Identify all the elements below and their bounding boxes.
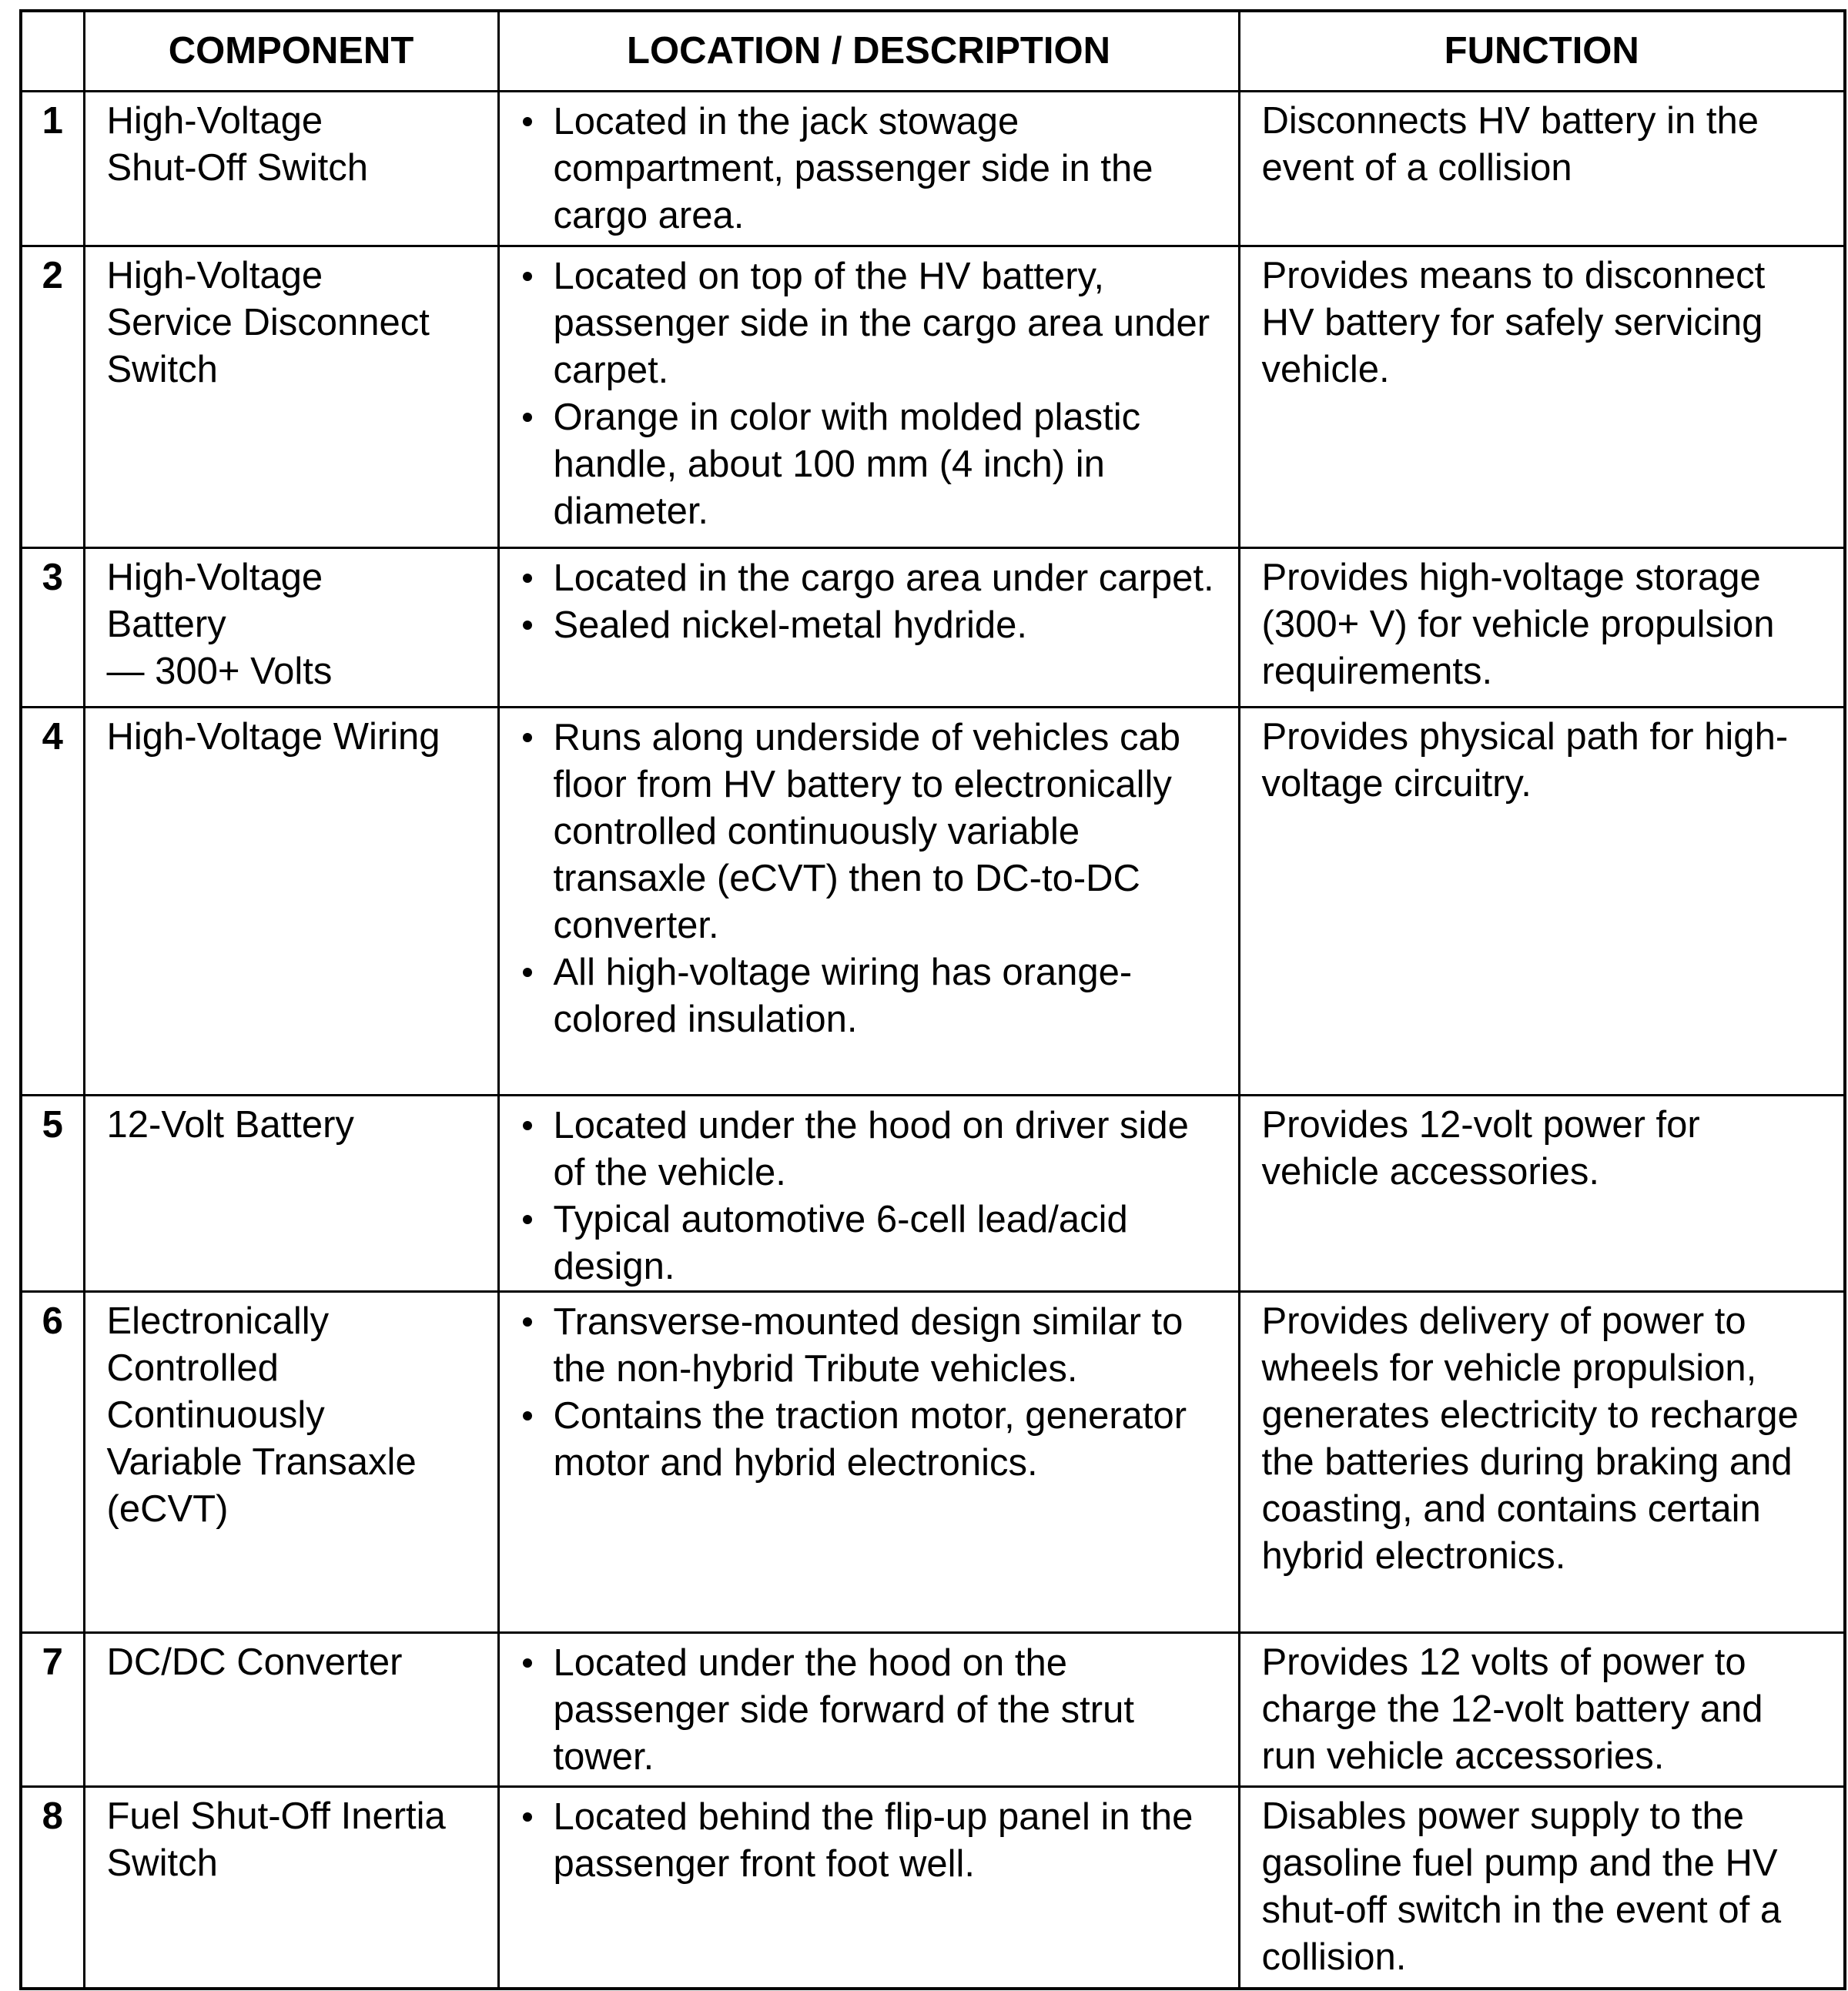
location-text: Located in the cargo area under carpet. bbox=[553, 557, 1214, 599]
bullet-icon bbox=[523, 413, 532, 422]
location-text: Sealed nickel-metal hydride. bbox=[553, 604, 1028, 646]
location-cell bbox=[498, 1787, 1239, 1989]
bullet-icon bbox=[523, 1812, 532, 1822]
component-name: High-Voltage Service Disconnect Switch bbox=[84, 246, 498, 548]
row-number: 4 bbox=[21, 708, 84, 1096]
component-table bbox=[19, 9, 1846, 1990]
bullet-icon bbox=[523, 574, 532, 583]
location-cell bbox=[498, 1292, 1239, 1633]
location-text: All high-voltage wiring has orange-colored insulation. bbox=[553, 952, 1133, 1040]
bullet-icon bbox=[523, 117, 532, 126]
location-item bbox=[514, 253, 1221, 394]
bullet-icon bbox=[523, 733, 532, 742]
location-item bbox=[514, 1794, 1221, 1888]
header-function: FUNCTION bbox=[1239, 11, 1845, 92]
component-name: Electronically Controlled Continuously Variable Transaxle (eCVT) bbox=[84, 1292, 498, 1633]
header-component: COMPONENT bbox=[84, 11, 498, 92]
location-text: Located on top of the HV battery, passenger side in the cargo area under carpet. bbox=[553, 256, 1210, 391]
table-row bbox=[21, 1787, 1845, 1989]
location-item bbox=[514, 1393, 1221, 1487]
location-cell bbox=[498, 92, 1239, 246]
table-row bbox=[21, 1096, 1845, 1292]
bullet-icon bbox=[523, 1411, 532, 1420]
location-item bbox=[514, 949, 1221, 1043]
function-text: Provides means to disconnect HV battery for safely servicing vehicle. bbox=[1239, 246, 1845, 548]
location-text: Runs along underside of vehicles cab floor from HV battery to electronically controlled continuously variable transaxle (eCVT) then to DC-to-DC converter. bbox=[553, 717, 1180, 946]
function-text: Disconnects HV battery in the event of a collision bbox=[1239, 92, 1845, 246]
location-text: Transverse-mounted design similar to the non-hybrid Tribute vehicles. bbox=[553, 1301, 1183, 1390]
component-name: Fuel Shut-Off Inertia Switch bbox=[84, 1787, 498, 1989]
function-text: Provides physical path for high-voltage circuitry. bbox=[1239, 708, 1845, 1096]
location-list bbox=[514, 714, 1221, 1043]
location-text: Located under the hood on driver side of the vehicle. bbox=[553, 1105, 1189, 1193]
location-list bbox=[514, 99, 1221, 239]
location-cell bbox=[498, 548, 1239, 708]
function-text: Provides 12 volts of power to charge the 12-volt battery and run vehicle accessories. bbox=[1239, 1633, 1845, 1787]
bullet-icon bbox=[523, 1658, 532, 1668]
location-list bbox=[514, 1299, 1221, 1487]
location-item bbox=[514, 394, 1221, 535]
component-name: DC/DC Converter bbox=[84, 1633, 498, 1787]
table-row bbox=[21, 548, 1845, 708]
component-name: High-Voltage Wiring bbox=[84, 708, 498, 1096]
bullet-icon bbox=[523, 272, 532, 281]
row-number: 5 bbox=[21, 1096, 84, 1292]
location-item bbox=[514, 1196, 1221, 1290]
component-name: High-Voltage Shut-Off Switch bbox=[84, 92, 498, 246]
header-location: LOCATION / DESCRIPTION bbox=[498, 11, 1239, 92]
row-number: 8 bbox=[21, 1787, 84, 1989]
component-name: 12-Volt Battery bbox=[84, 1096, 498, 1292]
row-number: 3 bbox=[21, 548, 84, 708]
location-item bbox=[514, 1299, 1221, 1393]
bullet-icon bbox=[523, 621, 532, 630]
header-row bbox=[21, 11, 1845, 92]
table-row bbox=[21, 1292, 1845, 1633]
location-text: Orange in color with molded plastic handle, about 100 mm (4 inch) in diameter. bbox=[553, 397, 1141, 532]
location-list bbox=[514, 1103, 1221, 1290]
location-cell bbox=[498, 246, 1239, 548]
row-number: 6 bbox=[21, 1292, 84, 1633]
table-row bbox=[21, 708, 1845, 1096]
row-number: 2 bbox=[21, 246, 84, 548]
location-text: Located in the jack stowage compartment, passenger side in the cargo area. bbox=[553, 101, 1153, 236]
table-row bbox=[21, 92, 1845, 246]
bullet-icon bbox=[523, 1215, 532, 1224]
location-item bbox=[514, 555, 1221, 602]
location-cell bbox=[498, 708, 1239, 1096]
bullet-icon bbox=[523, 1317, 532, 1327]
location-list bbox=[514, 253, 1221, 535]
location-cell bbox=[498, 1096, 1239, 1292]
location-item bbox=[514, 714, 1221, 949]
table-row bbox=[21, 1633, 1845, 1787]
table-body bbox=[21, 92, 1845, 1989]
location-text: Typical automotive 6-cell lead/acid design. bbox=[553, 1199, 1128, 1287]
location-item bbox=[514, 1640, 1221, 1781]
location-item bbox=[514, 602, 1221, 649]
function-text: Disables power supply to the gasoline fuel pump and the HV shut-off switch in the event of a collision. bbox=[1239, 1787, 1845, 1989]
bullet-icon bbox=[523, 1121, 532, 1130]
bullet-icon bbox=[523, 968, 532, 977]
location-list bbox=[514, 1640, 1221, 1781]
location-text: Contains the traction motor, generator motor and hybrid electronics. bbox=[553, 1395, 1187, 1484]
location-list bbox=[514, 555, 1221, 649]
function-text: Provides delivery of power to wheels for vehicle propulsion, generates electricity to recharge the batteries during braking and coasting, and contains certain hybrid electronics. bbox=[1239, 1292, 1845, 1633]
location-text: Located under the hood on the passenger side forward of the strut tower. bbox=[553, 1642, 1134, 1778]
location-text: Located behind the flip-up panel in the passenger front foot well. bbox=[553, 1796, 1194, 1885]
location-item bbox=[514, 1103, 1221, 1196]
function-text: Provides 12-volt power for vehicle accessories. bbox=[1239, 1096, 1845, 1292]
function-text: Provides high-voltage storage (300+ V) for vehicle propulsion requirements. bbox=[1239, 548, 1845, 708]
header-number bbox=[21, 11, 84, 92]
component-name: High-Voltage Battery — 300+ Volts bbox=[84, 548, 498, 708]
row-number: 7 bbox=[21, 1633, 84, 1787]
location-cell bbox=[498, 1633, 1239, 1787]
row-number: 1 bbox=[21, 92, 84, 246]
location-item bbox=[514, 99, 1221, 239]
table-row bbox=[21, 246, 1845, 548]
location-list bbox=[514, 1794, 1221, 1888]
